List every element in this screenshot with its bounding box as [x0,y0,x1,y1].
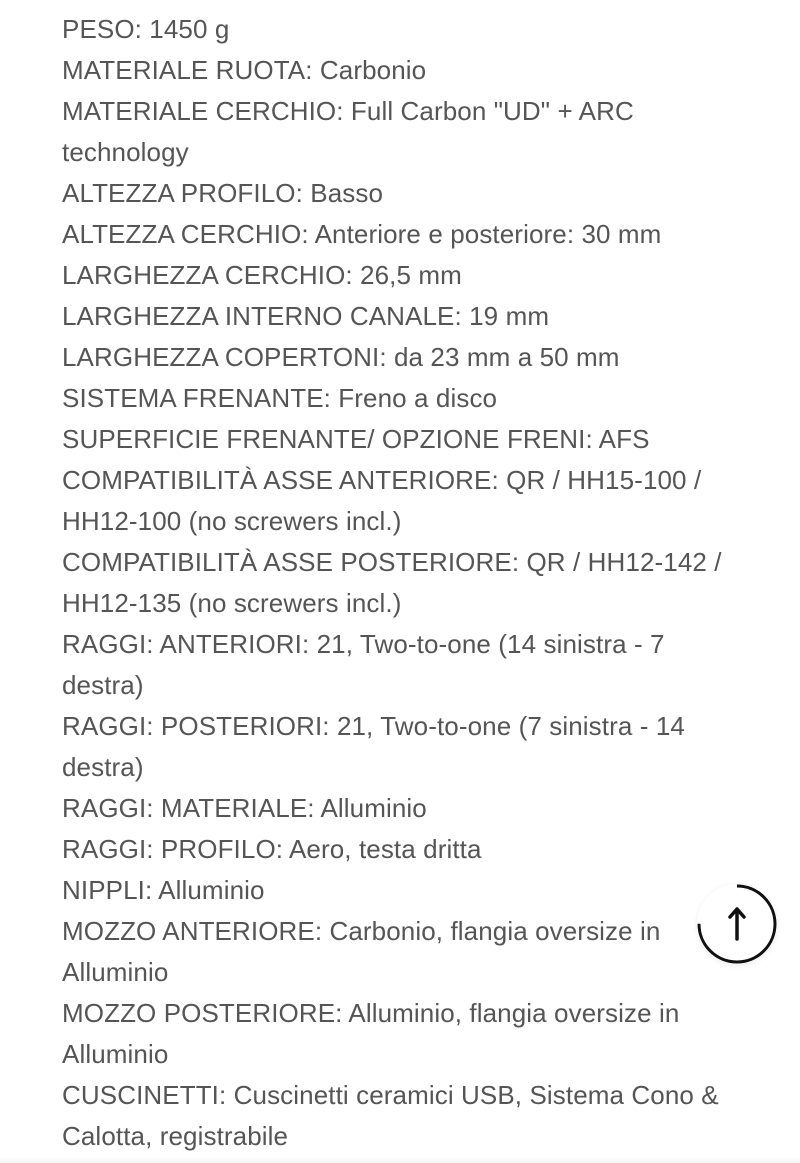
spec-raggi-anteriori: RAGGI: ANTERIORI: 21, Two-to-one (14 sinistra - 7 destra) [62,629,665,700]
spec-raggi-profilo: RAGGI: PROFILO: Aero, testa dritta [62,834,482,864]
scroll-to-top-button[interactable] [697,884,777,964]
spec-raggi-materiale: RAGGI: MATERIALE: Alluminio [62,793,427,823]
spec-larghezza-interno-canale: LARGHEZZA INTERNO CANALE: 19 mm [62,301,550,331]
spec-larghezza-cerchio: LARGHEZZA CERCHIO: 26,5 mm [62,260,462,290]
spec-raggi-posteriori: RAGGI: POSTERIORI: 21, Two-to-one (7 sinistra - 14 destra) [62,711,685,782]
arrow-up-icon [725,906,749,942]
spec-altezza-profilo: ALTEZZA PROFILO: Basso [62,178,384,208]
spec-mozzo-posteriore: MOZZO POSTERIORE: Alluminio, flangia oversize in Alluminio [62,998,680,1069]
bottom-divider [0,1157,800,1163]
spec-asse-posteriore: COMPATIBILITÀ ASSE POSTERIORE: QR / HH12-142 / HH12-135 (no screwers incl.) [62,547,722,618]
spec-cuscinetti: CUSCINETTI: Cuscinetti ceramici USB, Sistema Cono & Calotta, registrabile [62,1080,719,1151]
spec-mozzo-anteriore: MOZZO ANTERIORE: Carbonio, flangia oversize in Alluminio [62,916,661,987]
spec-superficie-frenante: SUPERFICIE FRENANTE/ OPZIONE FRENI: AFS [62,424,650,454]
spec-larghezza-copertoni: LARGHEZZA COPERTONI: da 23 mm a 50 mm [62,342,620,372]
spec-materiale-cerchio: MATERIALE CERCHIO: Full Carbon "UD" + ARC technology [62,96,634,167]
spec-nippli: NIPPLI: Alluminio [62,875,265,905]
spec-peso: PESO: 1450 g [62,14,230,44]
spec-asse-anteriore: COMPATIBILITÀ ASSE ANTERIORE: QR / HH15-100 / HH12-100 (no screwers incl.) [62,465,702,536]
product-spec-list [62,9,752,1157]
spec-altezza-cerchio: ALTEZZA CERCHIO: Anteriore e posteriore: 30 mm [62,219,662,249]
spec-materiale-ruota: MATERIALE RUOTA: Carbonio [62,55,427,85]
spec-sistema-frenante: SISTEMA FRENANTE: Freno a disco [62,383,498,413]
